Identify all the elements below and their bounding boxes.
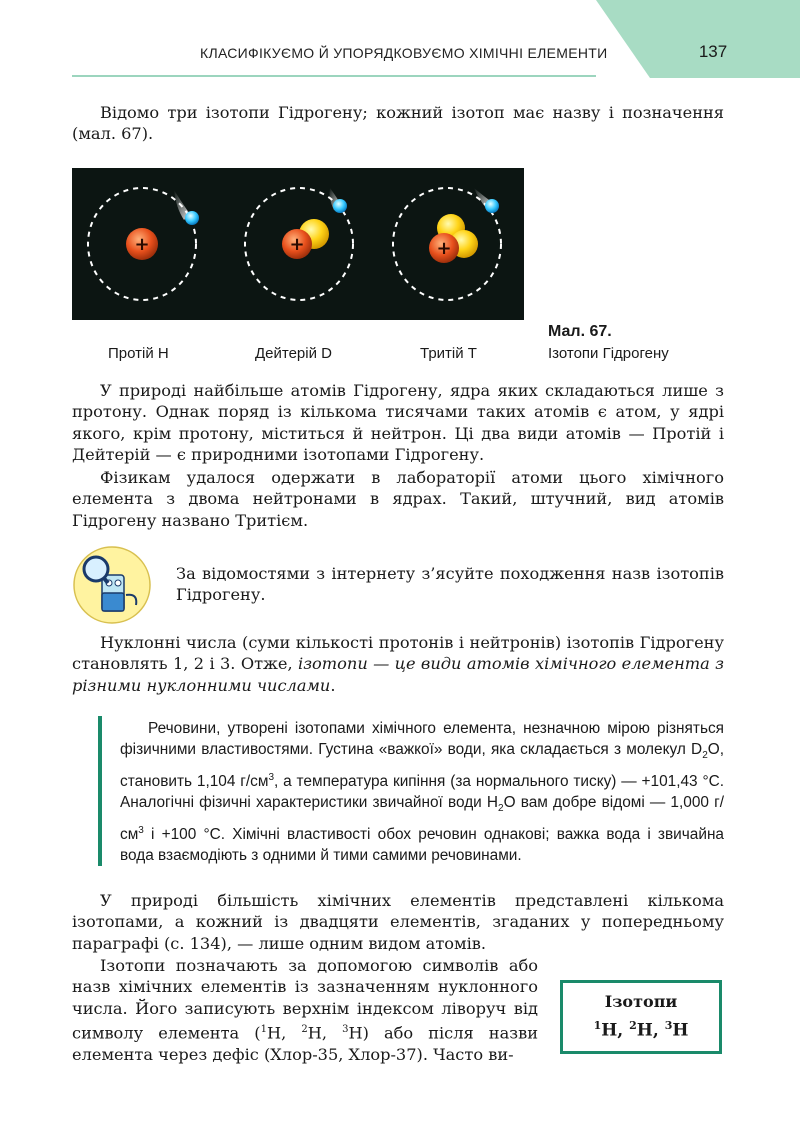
body3-text: Нуклонні числа (суми кількості протонів і нейтронів) ізотопів Гідрогену становлять 1, 2 і 3. Отже, — [72, 633, 724, 674]
page-number: 137 — [698, 42, 728, 61]
body-paragraph-4: У природі більшість хімічних елементів представлені кількома ізотопами, а кожний із двадцяти елементів, згаданих у попередньому параграфі (с. 134), — лише одним видом атомів. — [72, 891, 724, 953]
isotopes-box-formula: $^1$H, $^2$H, $^3$H — [593, 1019, 689, 1041]
body-paragraph-5: Ізотопи позначають за допомогою символів або назв хімічних елементів із зазначенням нуклонного числа. Його записують верхнім індексом ліворуч від символу елемента ($^1$H, $^2$H, $^3$H) або після назви елемента через дефіс (Хлор-35, Хлор-37). Часто ви- — [72, 956, 538, 1065]
body-paragraph-3 — [72, 632, 724, 696]
body-paragraph-1: У природі найбільше атомів Гідрогену, ядра яких складаються лише з протону. Однак поряд із кількома тисячами таких атомів є атом, у ядрі якого, крім протону, міститься й нейтрон. Ці два види атомів — Протій і Дейтерій — є природними ізотопами Гідрогену. — [72, 381, 724, 465]
proton-sign: + — [134, 234, 150, 255]
label-protium: Протій H — [108, 345, 169, 362]
isotope-definition: ізотопи — це види атомів хімічного елемента з різними нуклонними числами — [72, 654, 724, 695]
magnifier-mascot-icon — [72, 545, 152, 625]
electron — [185, 211, 199, 225]
atom-protium — [88, 188, 199, 300]
atom-deuterium — [245, 188, 353, 300]
note-block: Речовини, утворені ізотопами хімічного елемента, незначною мірою різняться фізичними властивостями. Густина «важкої» води, яка складається з молекул $D_2O$, становить 1,104 $г/см^3$, а температура кипіння (за нормального тиску) — +101,43 °С. Аналогічні фізичні характеристики звичайної води $H_2O$ вам добре відомі — 1,000 $г/см^3$ і +100 °С. Хімічні властивості обох речовин однакові; важка вода і звичайна вода взаємодіють з одними й тими самими речовинами. — [120, 720, 725, 865]
label-deuterium: Дейтерій D — [255, 345, 332, 362]
figure-number: Мал. 67. — [548, 323, 612, 340]
chapter-title: КЛАСИФІКУЄМО Й УПОРЯДКОВУЄМО ХІМІЧНІ ЕЛЕМЕНТИ — [200, 45, 608, 61]
atom-tritium — [393, 188, 501, 300]
note-accent-bar — [98, 716, 102, 866]
proton-sign: + — [436, 238, 452, 259]
isotopes-box-title: Ізотопи — [604, 992, 678, 1011]
intro-paragraph: Відомо три ізотопи Гідрогену; кожний ізотоп має назву і позначення (мал. 67). — [72, 103, 724, 144]
isotopes-box — [560, 980, 722, 1054]
label-tritium: Тритій T — [420, 345, 477, 362]
electron — [333, 199, 347, 213]
electron — [485, 199, 499, 213]
isotope-figure — [72, 168, 524, 320]
body3-end: . — [330, 675, 336, 695]
task-text: За відомостями з інтернету з’ясуйте походження назв ізотопів Гідрогену. — [176, 564, 724, 605]
body-paragraph-2: Фізикам удалося одержати в лабораторії атоми цього хімічного елемента з двома нейтронами в ядрах. Такий, штучний, вид атомів Гідрогену названо Тритієм. — [72, 468, 724, 530]
proton-sign: + — [289, 234, 305, 255]
header-band — [0, 0, 800, 78]
figure-title: Ізотопи Гідрогену — [548, 345, 669, 362]
page-tab — [596, 0, 800, 78]
